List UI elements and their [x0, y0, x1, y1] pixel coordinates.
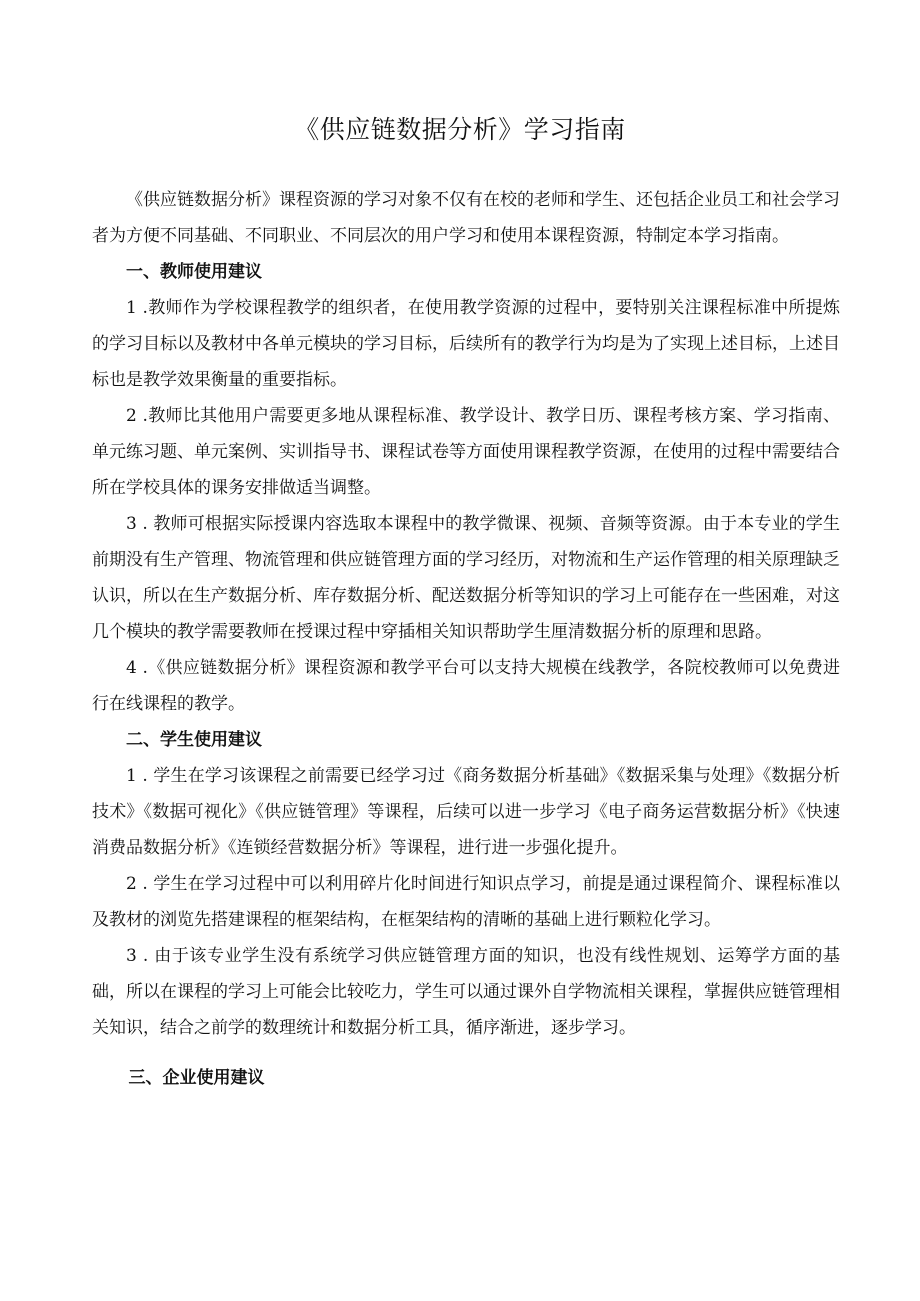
- section-enterprise: [92, 1060, 840, 1096]
- section-heading-enterprise: 三、企业使用建议: [128, 1068, 265, 1088]
- teacher-item-2: 2 .教师比其他用户需要更多地从课程标准、教学设计、教学日历、课程考核方案、学习指南、单元练习题、单元案例、实训指导书、课程试卷等方面使用课程教学资源，在使用的过程中需要结合所在学校具体的课务安排做适当调整。: [92, 406, 840, 498]
- section-student: [92, 722, 840, 1046]
- teacher-item-3: 3 . 教师可根据实际授课内容选取本课程中的教学微课、视频、音频等资源。由于本专业的学生前期没有生产管理、物流管理和供应链管理方面的学习经历，对物流和生产运作管理的相关原理缺乏认识，所以在生产数据分析、库存数据分析、配送数据分析等知识的学习上可能存在一些困难，对这几个模块的教学需要教师在授课过程中穿插相关知识帮助学生厘清数据分析的原理和思路。: [92, 514, 840, 642]
- document-body: [92, 182, 840, 1096]
- intro-paragraph: 《供应链数据分析》课程资源的学习对象不仅有在校的老师和学生、还包括企业员工和社会学习者为方便不同基础、不同职业、不同层次的用户学习和使用本课程资源，特制定本学习指南。: [92, 190, 840, 246]
- section-heading-student: 二、学生使用建议: [126, 730, 262, 750]
- student-item-3: 3 . 由于该专业学生没有系统学习供应链管理方面的知识，也没有线性规划、运筹学方面的基础，所以在课程的学习上可能会比较吃力，学生可以通过课外自学物流相关课程，掌握供应链管理相关知识，结合之前学的数理统计和数据分析工具，循序渐进，逐步学习。: [92, 946, 840, 1038]
- teacher-item-1: 1 .教师作为学校课程教学的组织者，在使用教学资源的过程中，要特别关注课程标准中所提炼的学习目标以及教材中各单元模块的学习目标，后续所有的教学行为均是为了实现上述目标，上述目标也是教学效果衡量的重要指标。: [92, 298, 840, 390]
- student-item-1: 1 . 学生在学习该课程之前需要已经学习过《商务数据分析基础》《数据采集与处理》《数据分析技术》《数据可视化》《供应链管理》等课程，后续可以进一步学习《电子商务运营数据分析》《快速消费品数据分析》《连锁经营数据分析》等课程，进行进一步强化提升。: [92, 766, 840, 858]
- teacher-item-4: 4 .《供应链数据分析》课程资源和教学平台可以支持大规模在线教学，各院校教师可以免费进行在线课程的教学。: [92, 658, 840, 714]
- section-teacher: [92, 254, 840, 722]
- document-title: 《供应链数据分析》学习指南: [294, 115, 626, 144]
- student-item-2: 2 . 学生在学习过程中可以利用碎片化时间进行知识点学习，前提是通过课程简介、课程标准以及教材的浏览先搭建课程的框架结构，在框架结构的清晰的基础上进行颗粒化学习。: [92, 874, 840, 930]
- section-heading-teacher: 一、教师使用建议: [126, 262, 262, 282]
